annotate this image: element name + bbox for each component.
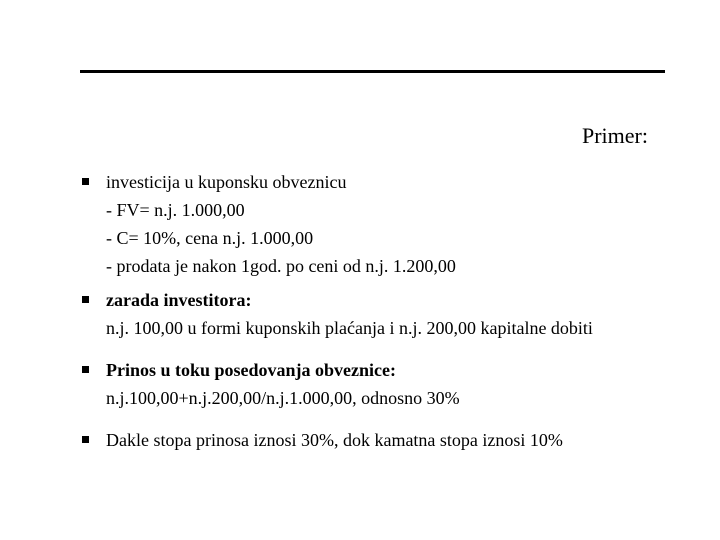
bullet-item-investment xyxy=(82,168,682,280)
top-divider xyxy=(80,70,665,73)
bullet-item-conclusion xyxy=(82,426,682,454)
bullet-text: Prinos u toku posedovanja obveznice: xyxy=(106,360,397,380)
bullet-item-holding-yield xyxy=(82,356,682,412)
bullet-text: zarada investitora: xyxy=(106,290,252,310)
square-bullet-icon xyxy=(82,296,89,303)
bullet-subline: - C= 10%, cena n.j. 1.000,00 xyxy=(106,228,314,248)
bullet-subline: - prodata je nakon 1god. po ceni od n.j. 1.200,00 xyxy=(106,256,456,276)
square-bullet-icon xyxy=(82,436,89,443)
bullet-subline: n.j.100,00+n.j.200,00/n.j.1.000,00, odnosno 30% xyxy=(106,388,460,408)
square-bullet-icon xyxy=(82,366,89,373)
square-bullet-icon xyxy=(82,178,89,185)
bullet-text: Dakle stopa prinosa iznosi 30%, dok kamatna stopa iznosi 10% xyxy=(106,430,563,450)
slide-title: Primer: xyxy=(582,123,648,148)
bullet-list xyxy=(82,168,682,454)
bullet-text: investicija u kuponsku obveznicu xyxy=(106,172,347,192)
bullet-subline: n.j. 100,00 u formi kuponskih plaćanja i n.j. 200,00 kapitalne dobiti xyxy=(106,318,593,338)
bullet-subline: - FV= n.j. 1.000,00 xyxy=(106,200,245,220)
bullet-item-earnings xyxy=(82,286,682,342)
